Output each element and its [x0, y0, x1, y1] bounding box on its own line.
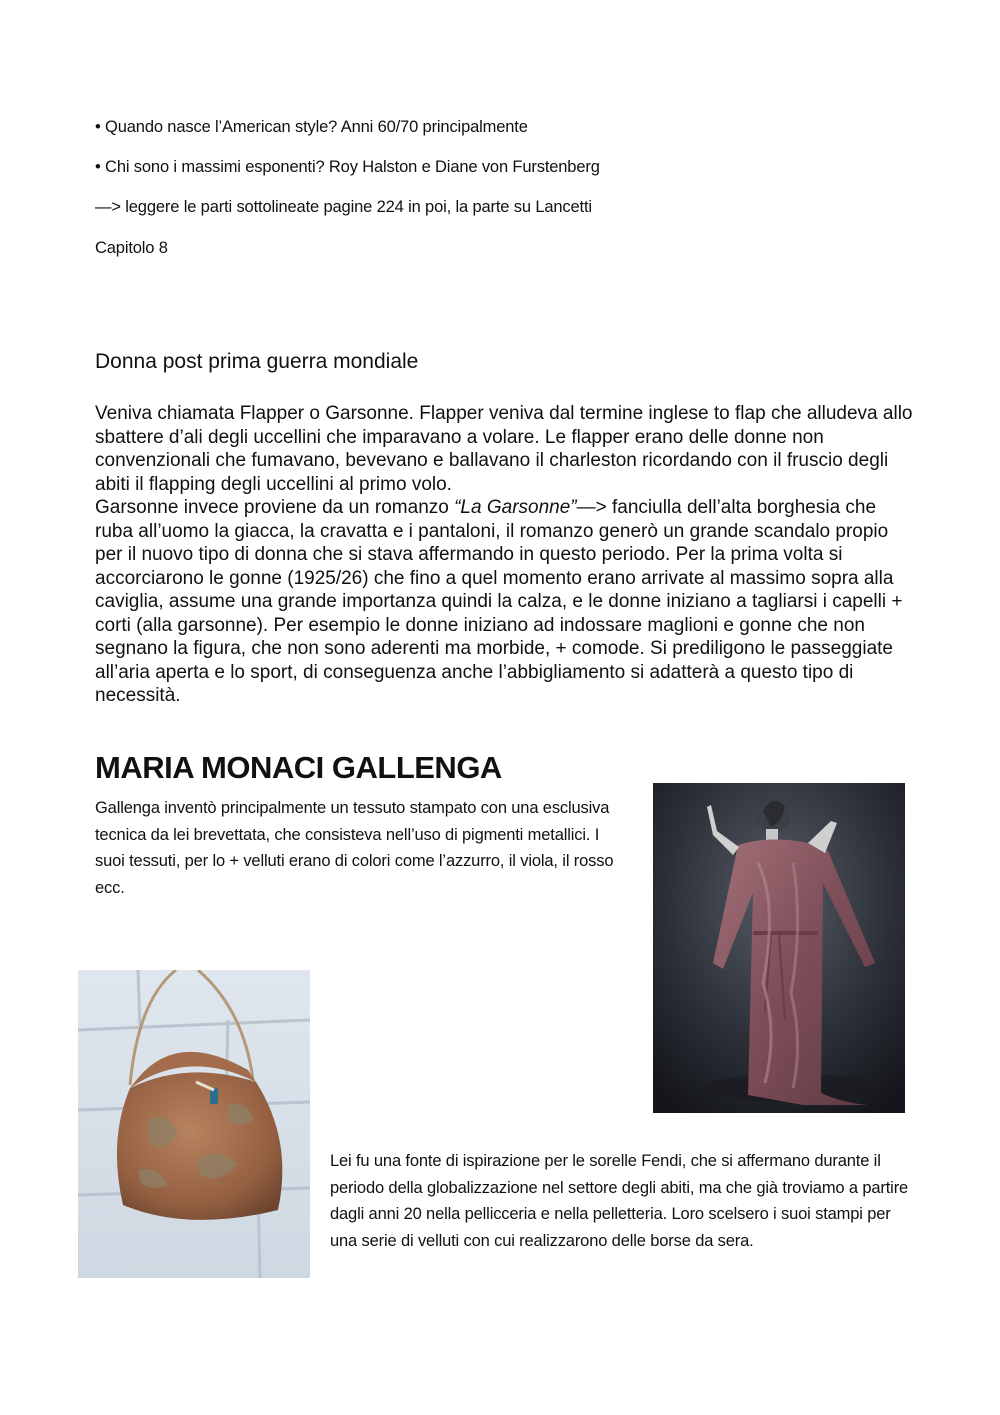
bag-photo — [78, 970, 310, 1278]
novel-title: “La Garsonne” — [454, 497, 577, 518]
garsonne-paragraph — [95, 496, 915, 708]
maria-gallenga-heading: MARIA MONACI GALLENGA — [95, 750, 502, 785]
note-reading-instruction: —> leggere le parti sottolineate pagine 224 in poi, la parte su Lancetti — [95, 198, 592, 216]
garsonne-intro: Garsonne invece proviene da un romanzo — [95, 497, 455, 518]
fendi-description: Lei fu una fonte di ispirazione per le sorelle Fendi, che si affermano durante il periodo della globalizzazione nel settore degli abiti, ma che già troviamo a partire dagli anni 20 nella pellicceria e nella pelletteria. Loro scelsero i suoi stampi per una serie di velluti con cui realizzarono delle borse da sera. — [330, 1152, 909, 1250]
dress-photo — [653, 783, 905, 1113]
chapter-label: Capitolo 8 — [95, 239, 168, 257]
garsonne-rest: —> fanciulla dell’alta borghesia che ruba all’uomo la giacca, la cravatta e i pantaloni, il romanzo generò un grande scandalo propio per il nuovo tipo di donna che si stava affermando in questo periodo. Per la prima volta si accorciarono le gonne (1925/26) che fino a quel momento erano arrivate al massimo sopra alla caviglia, assume una grande importanza quindi la calza, e le donne iniziano a tagliarsi i capelli + corti (alla garsonne). Per esempio le donne iniziano ad indossare maglioni e gonne che non segnano la figura, che non sono aderenti ma morbide, + comode. Si prediligono le passeggiate all’aria aperta e lo sport, di conseguenza anche l’abbigliamento si adatterà a questo tipo di necessità. — [95, 497, 903, 706]
section-title: Donna post prima guerra mondiale — [95, 350, 419, 373]
note-american-style-question: • Quando nasce l’American style? Anni 60/70 principalmente — [95, 118, 528, 136]
flapper-paragraph: Veniva chiamata Flapper o Garsonne. Flapper veniva dal termine inglese to flap che alludeva allo sbattere d’ali degli uccellini che imparavano a volare. Le flapper erano delle donne non convenzionali che fumavano, bevevano e ballavano il charleston ricordando con il fruscio degli abiti il flapping degli uccellini al primo volo. — [95, 403, 913, 495]
gallenga-description: Gallenga inventò principalmente un tessuto stampato con una esclusiva tecnica da lei brevettata, che consisteva nell’uso di pigmenti metallici. I suoi tessuti, per lo + velluti erano di colori come l’azzurro, il viola, il rosso ecc. — [95, 799, 614, 897]
note-exponents-question: • Chi sono i massimi esponenti? Roy Halston e Diane von Furstenberg — [95, 158, 600, 176]
section-body — [95, 402, 915, 708]
